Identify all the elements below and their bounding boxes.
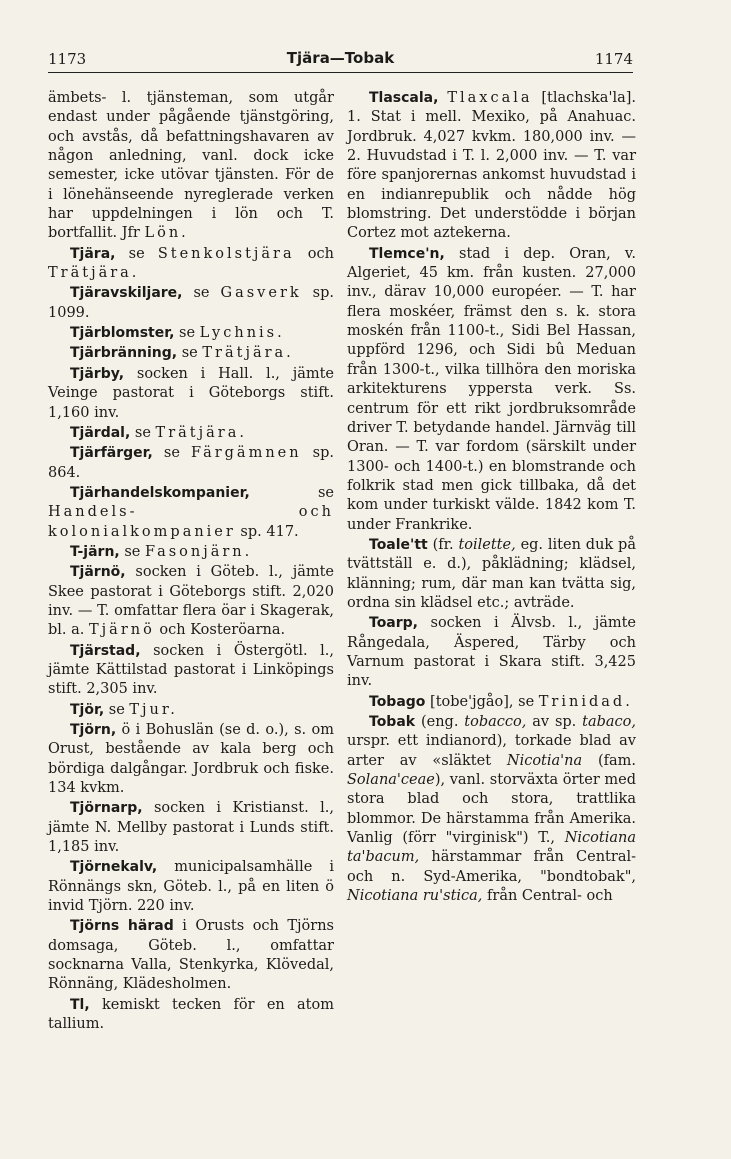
entry-text: socken i Göteb. l., jämte Skee pastorat i Göteborgs stift. 2,020 inv. — T. omfattar flera öar i Skagerak, bl. a. [48, 564, 334, 639]
entry-text: sp. 864. [48, 445, 334, 481]
entry-text: ö i Bohuslän (se d. o.), s. om Orust, bestående av kala berg och bördiga dalgångar. Jordbruk och fiske. 134 kvkm. [48, 722, 334, 797]
entry-headword: Tjärby, [70, 365, 125, 382]
entry-headword: Tjärnö, [70, 564, 126, 581]
entry-text: urspr. ett indianord), torkade blad av arter av «släktet [347, 733, 636, 769]
entry-text: från Central- och [482, 888, 613, 905]
entry-text: socken i Hall. l., jämte Veinge pastorat i Göteborgs stift. 1,160 inv. [48, 365, 334, 421]
entry-text: socken i Kristianst. l., jämte N. Mellby pastorat i Lunds stift. 1,185 inv. [48, 800, 334, 856]
entry-text: tabaco, [582, 714, 636, 730]
entry-headword: Tjörns härad [70, 918, 174, 935]
entry-headword: Tjära, [70, 245, 116, 262]
dictionary-entry [347, 713, 636, 906]
entry-headword: Tjörnekalv, [70, 859, 158, 876]
dictionary-entry [48, 444, 334, 483]
entry-text: se [119, 543, 145, 560]
entry-headword: Tjärdal, [70, 424, 131, 441]
entry-text: och [294, 245, 334, 262]
entry-text: kemiskt tecken för en atom tallium. [48, 996, 334, 1033]
dictionary-entry [48, 701, 334, 720]
entry-text: Trätjära. [155, 424, 247, 441]
entry-text: och Kosteröarna. [154, 622, 286, 639]
dictionary-entry [48, 365, 334, 423]
entry-headword: Tl, [70, 996, 90, 1013]
entry-text: Solana'ceae [347, 772, 435, 789]
entry-headword: Tlemce'n, [369, 245, 445, 262]
dictionary-entry [347, 693, 636, 712]
entry-text: sp. 417. [235, 523, 299, 540]
entry-text: Trinidad. [538, 693, 633, 710]
entry-text: se [130, 424, 156, 441]
dictionary-entry [48, 284, 334, 323]
entry-headword: Tjörn, [70, 722, 117, 738]
entry-text: i Orusts och Tjörns domsaga, Göteb. l., omfattar socknarna Valla, Stenkyrka, Klövedal, Rönnäng, Klädesholmen. [48, 918, 334, 993]
dictionary-entry [347, 614, 636, 691]
entry-text: socken i Östergötl. l., jämte Kättilstad pastorat i Linköpings stift. 2,305 inv. [48, 642, 334, 698]
entry-text: Nicotia'na [506, 752, 583, 769]
dictionary-entry [48, 89, 334, 244]
entry-text: se [177, 345, 203, 362]
dictionary-entry [48, 424, 334, 443]
entry-text: Tjärnö [89, 622, 155, 639]
entry-text: socken i Älvsb. l., jämte Rångedala, Äspered, Tärby och Varnum pastorat i Skara stift. 3,425 inv. [347, 615, 636, 690]
dictionary-entry [48, 324, 334, 343]
entry-headword: Tjärstad, [70, 642, 141, 659]
entry-text: se [182, 285, 221, 302]
entry-text: se [152, 445, 191, 462]
entry-text: (fam. [582, 752, 636, 769]
entry-text: Nicotiana ru'stica, [347, 888, 483, 905]
entry-headword: T-järn, [70, 543, 120, 560]
dictionary-entry [48, 721, 334, 798]
entry-headword: Toale'tt [369, 536, 428, 553]
entry-text: Tjur. [129, 701, 178, 718]
entry-text: stad i dep. Oran, v. Algeriet, 45 km. från kusten. 27,000 inv., därav 10,000 européer. — T. har flera moskéer, främst den s. k. stora moskén från 1100-t., Sidi Bel Hassan, uppförd 1296, och Sidi bû Meduan från 1300-t., vilka tillhöra den moriska arkitekturens yppersta verk. Ss. centrum för ett rikt jordbruksområde driver T. betydande handel. Järnväg till Oran. — T. var fordom (särskilt under 1300- och 1400-t.) en blomstrande och folkrik stad men gick tillbaka, då det kom under turkiskt välde. 1842 kom T. under Frankrike. [347, 245, 636, 533]
entry-text: (eng. [415, 714, 465, 730]
entry-text: ämbets- l. tjänsteman, som utgår endast under pågående tjänstgöring, och avstås, då befattningshavaren av någon anledning, vanl. dock icke semester, icke utövar tjänsten. För de i lönehänseende nyreglerade verken har uppdelningen i lön och T. bortfallit. Jfr [48, 90, 334, 242]
page-title: Tjära—Tobak [286, 49, 395, 67]
page-number-right: 1174 [594, 50, 633, 68]
right-column [347, 89, 636, 907]
dictionary-entry [48, 996, 334, 1035]
entry-text: Gasverk [220, 285, 302, 302]
entry-text: se [115, 245, 158, 262]
page-header [48, 46, 633, 73]
entry-text: Färgämnen [191, 445, 302, 462]
entry-text: Trätjära. [48, 265, 140, 282]
entry-text: Handels- och kolonialkompanier [48, 504, 334, 540]
entry-headword: Tjör, [70, 701, 105, 718]
entry-text: ), vanl. storväxta örter med stora blad och stora, trattlika blommor. De härstamma från Amerika. Vanlig (förr "virginisk") T., [347, 772, 636, 847]
dictionary-entry [48, 799, 334, 857]
dictionary-entry [347, 536, 636, 613]
entry-text [438, 90, 447, 106]
entry-headword: Tjärfärger, [70, 445, 153, 462]
entry-text: sp. 1099. [48, 285, 334, 321]
dictionary-entry [48, 917, 334, 994]
entry-text: toilette, [458, 536, 516, 553]
dictionary-entry [48, 563, 334, 640]
entry-headword: Tjörnarp, [70, 800, 143, 817]
entry-text: Nicotiana ta'bacum, [347, 830, 636, 866]
entry-text: (fr. [427, 536, 459, 553]
dictionary-entry [48, 858, 334, 916]
dictionary-entry [347, 245, 636, 535]
entry-headword: Tjärbränning, [70, 345, 178, 362]
entry-headword: Tobago [369, 693, 426, 710]
entry-headword: Tlascala, [369, 90, 439, 106]
entry-text: Tlaxcala [447, 90, 533, 106]
entry-headword: Tjärhandelskompanier, [70, 484, 250, 501]
entry-text: eg. liten duk på tvättställ e. d.), påklädning; klädsel, klänning; rum, där man kan tvätta sig, ordna sin klädsel etc.; avträde. [347, 536, 636, 611]
entry-text: se [104, 701, 130, 718]
entry-headword: Tobak [369, 714, 416, 730]
entry-text: Lychnis. [199, 325, 285, 342]
entry-text: Fasonjärn. [145, 543, 253, 560]
entry-text: tobacco, [464, 714, 527, 730]
entry-headword: Tjäravskiljare, [70, 285, 183, 302]
dictionary-entry [48, 484, 334, 542]
entry-headword: Tjärblomster, [70, 325, 175, 342]
entry-text: av sp. [526, 714, 583, 730]
entry-text: se [174, 325, 200, 342]
dictionary-entry [48, 245, 334, 284]
entry-text: municipalsamhälle i Rönnängs skn, Göteb. l., på en liten ö invid Tjörn. 220 inv. [48, 859, 334, 915]
dictionary-entry [48, 642, 334, 700]
dictionary-entry [48, 344, 334, 363]
entry-headword: Toarp, [369, 615, 418, 632]
entry-text: [tlachska'la]. 1. Stat i mell. Mexiko, på Anahuac. Jordbruk. 4,027 kvkm. 180,000 inv. — 2. Huvudstad i T. l. 2,000 inv. — T. var före spanjorernas ankomst huvudstad i en indianrepublik och nådde hög blomstring. Det understödde i början Cortez mot aztekerna. [347, 90, 636, 242]
entry-text: Stenkolstjära [157, 245, 295, 262]
entry-text: Trätjära. [202, 345, 294, 362]
entry-text: härstammar från Central- och n. Syd-Amerika, "bondtobak", [347, 849, 636, 885]
left-column [48, 89, 334, 1036]
entry-text: Lön. [144, 225, 189, 242]
entry-text: [tobe'jgåo], se [425, 693, 539, 710]
entry-text: se [249, 484, 334, 501]
dictionary-entry [48, 543, 334, 562]
dictionary-entry [347, 89, 636, 244]
page-number-left: 1173 [48, 50, 87, 68]
